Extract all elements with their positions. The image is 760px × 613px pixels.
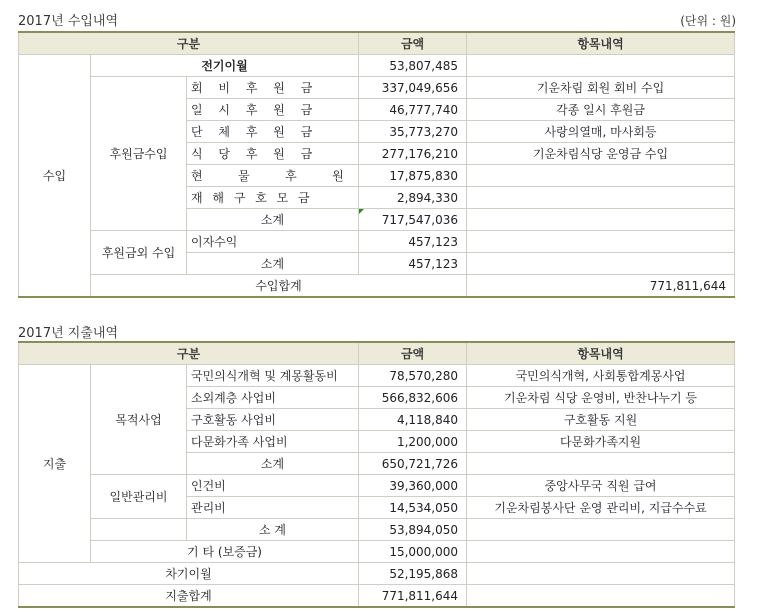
misc-note	[467, 541, 735, 563]
table-row	[19, 519, 735, 541]
table-row	[19, 541, 735, 563]
admin-row-amount: 39,360,000	[359, 475, 467, 497]
table-row	[19, 365, 735, 387]
donation-row-label: 단 체 후 원 금	[187, 121, 359, 143]
header-amount: 금액	[359, 32, 467, 55]
purpose-row-note: 구호활동 지원	[467, 409, 735, 431]
header-detail: 항목내역	[467, 342, 735, 365]
donation-row-note: 사랑의열매, 마사회등	[467, 121, 735, 143]
other-row-label: 이자수익	[187, 231, 359, 253]
expense-title: 2017년 지출내역	[18, 326, 119, 341]
purpose-row-label: 소외계층 사업비	[187, 387, 359, 409]
admin-row-label: 인건비	[187, 475, 359, 497]
admin-subtotal-amount: 53,894,050	[359, 519, 467, 541]
donation-row-note: 기운차림식당 운영금 수입	[467, 143, 735, 165]
purpose-subtotal-note	[467, 453, 735, 475]
donation-subtotal-amount: 717,547,036	[359, 209, 467, 231]
admin-subtotal-blank	[91, 519, 187, 541]
purpose-subtotal-amount: 650,721,726	[359, 453, 467, 475]
donation-row-note	[467, 165, 735, 187]
donation-row-note: 각종 일시 후원금	[467, 99, 735, 121]
other-group-label: 후원금외 수입	[91, 231, 187, 275]
header-amount: 금액	[359, 342, 467, 365]
expense-header-row	[19, 342, 735, 365]
expense-total-label: 지출합계	[19, 585, 359, 608]
table-row	[19, 475, 735, 497]
misc-amount: 15,000,000	[359, 541, 467, 563]
header-category: 구분	[19, 32, 359, 55]
donation-row-amount: 337,049,656	[359, 77, 467, 99]
income-header-row	[19, 32, 735, 55]
next-carry-note	[467, 563, 735, 585]
donation-row-note: 기운차림 회원 회비 수입	[467, 77, 735, 99]
donation-row-label: 현 물 후 원	[187, 165, 359, 187]
income-table	[18, 31, 735, 298]
income-total-amount: 771,811,644	[467, 275, 735, 298]
donation-row-label: 재 해 구 호 모 금	[187, 187, 359, 209]
purpose-group-label: 목적사업	[91, 365, 187, 475]
table-row	[19, 77, 735, 99]
donation-group-label: 후원금수입	[91, 77, 187, 231]
admin-subtotal-label: 소 계	[187, 519, 359, 541]
misc-label: 기 타 (보증금)	[91, 541, 359, 563]
purpose-row-note: 국민의식개혁, 사회통합계몽사업	[467, 365, 735, 387]
income-total-row	[19, 275, 735, 298]
other-row-amount: 457,123	[359, 231, 467, 253]
income-total-label: 수입합계	[91, 275, 467, 298]
header-detail: 항목내역	[467, 32, 735, 55]
other-subtotal-amount: 457,123	[359, 253, 467, 275]
donation-row-amount: 17,875,830	[359, 165, 467, 187]
admin-row-amount: 14,534,050	[359, 497, 467, 519]
admin-row-label: 관리비	[187, 497, 359, 519]
table-row	[19, 231, 735, 253]
expense-total-note	[467, 585, 735, 608]
purpose-row-note: 기운차림 식당 운영비, 반찬나누기 등	[467, 387, 735, 409]
unit-label: (단위 : 원)	[680, 14, 736, 28]
purpose-row-label: 구호활동 사업비	[187, 409, 359, 431]
table-row	[19, 563, 735, 585]
carryover-note	[467, 55, 735, 77]
admin-row-note: 중앙사무국 직원 급여	[467, 475, 735, 497]
donation-subtotal-label: 소계	[187, 209, 359, 231]
donation-row-label: 회 비 후 원 금	[187, 77, 359, 99]
expense-table	[18, 341, 735, 608]
expense-total-row	[19, 585, 735, 608]
donation-row-amount: 35,773,270	[359, 121, 467, 143]
purpose-row-label: 국민의식개혁 및 계몽활동비	[187, 365, 359, 387]
donation-row-amount: 277,176,210	[359, 143, 467, 165]
donation-row-note	[467, 187, 735, 209]
carryover-amount: 53,807,485	[359, 55, 467, 77]
expense-section-label: 지출	[19, 365, 91, 563]
purpose-row-amount: 1,200,000	[359, 431, 467, 453]
next-carry-amount: 52,195,868	[359, 563, 467, 585]
other-subtotal-label: 소계	[187, 253, 359, 275]
admin-row-note: 기운차림봉사단 운영 관리비, 지급수수료	[467, 497, 735, 519]
purpose-row-label: 다문화가족 사업비	[187, 431, 359, 453]
carryover-label: 전기이월	[91, 55, 359, 77]
expense-total-amount: 771,811,644	[359, 585, 467, 608]
next-carry-label: 차기이월	[19, 563, 359, 585]
other-subtotal-note	[467, 253, 735, 275]
purpose-subtotal-label: 소계	[187, 453, 359, 475]
donation-subtotal-note	[467, 209, 735, 231]
table-row	[19, 55, 735, 77]
purpose-row-amount: 4,118,840	[359, 409, 467, 431]
donation-row-amount: 46,777,740	[359, 99, 467, 121]
admin-subtotal-note	[467, 519, 735, 541]
purpose-row-amount: 78,570,280	[359, 365, 467, 387]
income-section-label: 수입	[19, 55, 91, 298]
donation-row-amount: 2,894,330	[359, 187, 467, 209]
donation-row-label: 식 당 후 원 금	[187, 143, 359, 165]
donation-row-label: 일 시 후 원 금	[187, 99, 359, 121]
header-category: 구분	[19, 342, 359, 365]
admin-group-label: 일반관리비	[91, 475, 187, 519]
income-title: 2017년 수입내역	[18, 14, 119, 29]
purpose-row-note: 다문화가족지원	[467, 431, 735, 453]
other-row-note	[467, 231, 735, 253]
purpose-row-amount: 566,832,606	[359, 387, 467, 409]
